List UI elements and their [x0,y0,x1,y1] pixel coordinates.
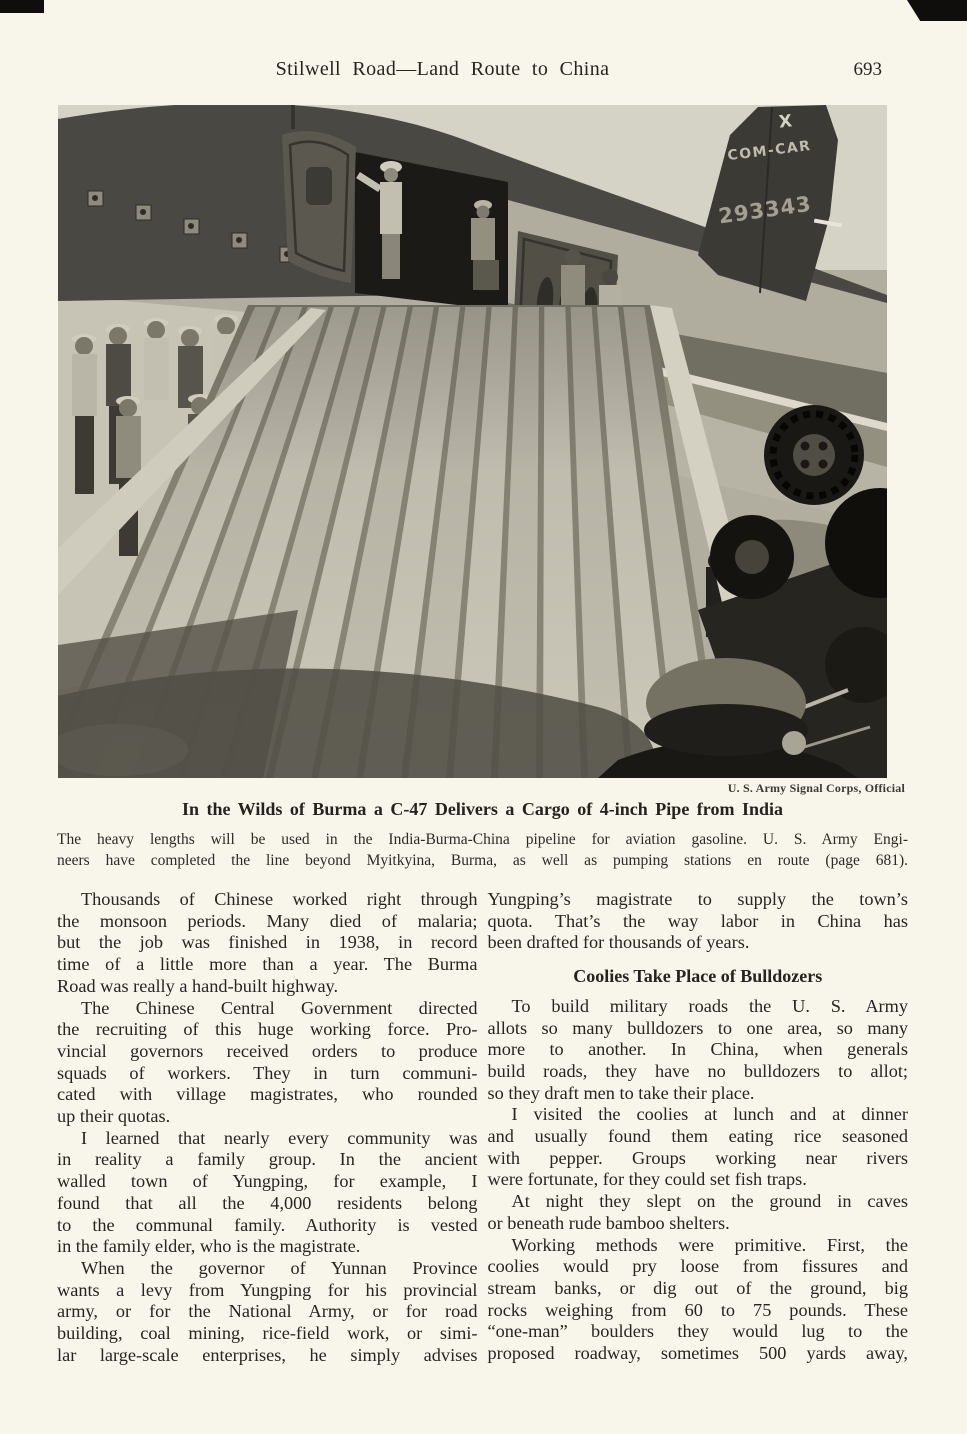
caption-title: In the Wilds of Burma a C-47 Delivers a Cargo of 4-inch Pipe from India [181,799,783,819]
photograph [58,105,887,778]
text-line: stream banks, or dig out of the ground, big [487,1277,908,1298]
text-line: coolies would pry loose from fissures and [487,1256,908,1277]
caption-body [57,829,908,871]
text-line: in the family elder, who is the magistrate. [57,1236,361,1257]
text-line: vincial governors received orders to produce [57,1040,478,1061]
tail-x-mark: X [777,111,794,133]
text-line: wants a levy from Yungping for his provincial [57,1279,478,1300]
text-line: The Chinese Central Government directed [81,997,478,1018]
text-line: Yungping’s magistrate to supply the town’s [487,889,908,909]
paragraph [57,1128,478,1258]
text-line: lar large-scale enterprises, he simply advises [57,1344,478,1365]
page-title: Stilwell Road—Land Route to China [275,58,610,80]
text-line: with pepper. Groups working near rivers [487,1147,908,1168]
text-line: quota. That’s the way labor in China has [487,910,908,931]
text-line: proposed roadway, sometimes 500 yards away, [487,1343,908,1364]
text-line: walled town of Yungping, for example, I [57,1171,478,1192]
text-line: were fortunate, for they could set fish traps. [487,1169,807,1190]
text-line: rocks weighing from 60 to 75 pounds. These [487,1299,908,1320]
text-line: build roads, they have no bulldozers to allot; [487,1060,908,1081]
text-line: to the communal family. Authority is vested [57,1214,478,1235]
text-line: or beneath rude bamboo shelters. [487,1212,730,1233]
running-header [57,58,908,86]
text-line: allots so many bulldozers to one area, so many [487,1017,908,1038]
page-number: 693 [853,59,882,80]
text-line: When the governor of Yunnan Province [81,1257,478,1278]
paragraph [57,829,908,871]
paragraph [57,889,478,998]
text-line: army, or for the National Army, or for road [57,1301,478,1322]
text-line: Working methods were primitive. First, the [511,1234,908,1255]
right-column [488,889,909,1366]
photo-illustration [58,105,887,778]
text-line: neers have completed the line beyond Myitkyina, Burma, as well as pumping stations en route (page 681). [57,852,908,869]
text-line: cated with village magistrates, who rounded [57,1084,478,1105]
text-line: The heavy lengths will be used in the India-Burma-China pipeline for aviation gasoline. U. S. Army Engi- [57,831,908,848]
text-line: At night they slept on the ground in caves [511,1191,908,1212]
text-line: “one-man” boulders they would lug to the [487,1321,908,1342]
left-column [57,889,478,1366]
paragraph [488,996,909,1105]
worker-figure [72,334,97,494]
paragraph [488,1104,909,1191]
text-line: so they draft men to take their place. [487,1082,755,1103]
door-panel-left [282,131,356,283]
text-line: but the job was finished in 1938, in record [57,932,478,953]
section-subhead: Coolies Take Place of Bulldozers [573,966,823,987]
paragraph [488,889,909,954]
tail-number: 293343 [716,191,814,229]
text-line: in reality a family group. In the ancient [57,1149,478,1170]
text-line: and usually found them eating rice seasoned [487,1126,908,1147]
photo-credit: U. S. Army Signal Corps, Official [727,781,905,795]
text-line: I visited the coolies at lunch and at dinner [511,1104,908,1125]
text-line: up their quotas. [57,1106,171,1127]
text-line: building, coal mining, rice-field work, or simi- [57,1323,478,1344]
text-line: Thousands of Chinese worked right through [81,889,478,909]
tail-text-comcar: COM-CAR [726,137,813,165]
paragraph [488,1235,909,1365]
paragraph [488,1191,909,1234]
text-line: Road was really a hand-built highway. [57,975,339,996]
text-line: time of a little more than a year. The Burma [57,954,478,975]
text-line: I learned that nearly every community was [81,1127,478,1148]
text-line: found that all the 4,000 residents belong [57,1192,478,1213]
paragraph [57,1258,478,1367]
text-line: the recruiting of this huge working force. Pro- [57,1019,478,1040]
article-body [57,889,908,1366]
ear [782,731,806,755]
text-line: been drafted for thousands of years. [487,932,750,953]
text-line: more to another. In China, when generals [487,1039,908,1060]
text-line: the monsoon periods. Many died of malaria; [57,910,478,931]
scan-artifact-top-left [0,0,44,13]
text-line: To build military roads the U. S. Army [511,995,908,1016]
text-line: squads of workers. They in turn communi- [57,1062,478,1083]
scan-artifact-top-right [907,0,967,21]
paragraph [57,998,478,1128]
